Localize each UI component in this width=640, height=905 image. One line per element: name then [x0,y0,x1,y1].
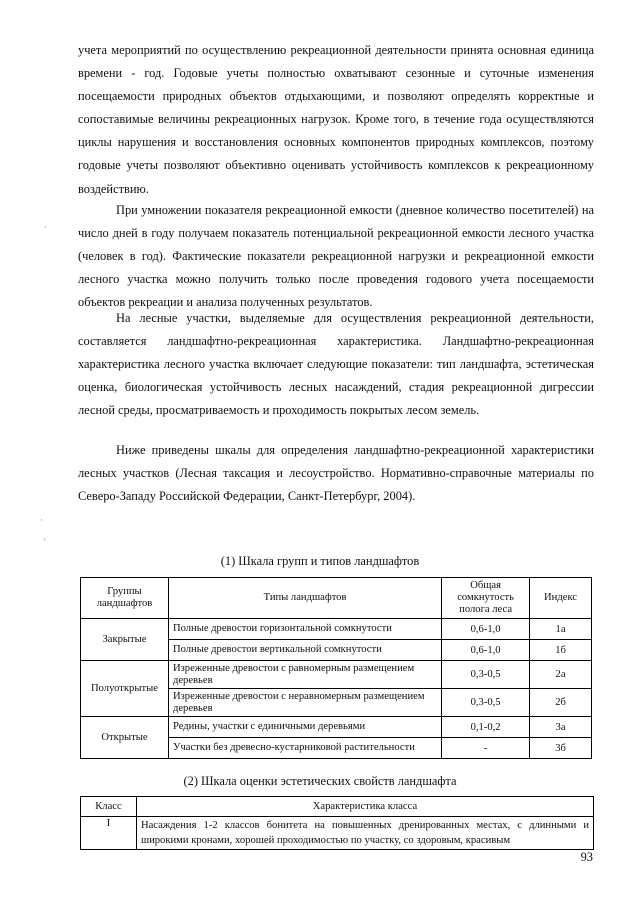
index-cell: 3а [530,717,592,738]
closure-cell: 0,6-1,0 [442,640,530,661]
closure-cell: 0,3-0,5 [442,689,530,717]
table-row [81,817,594,850]
index-cell: 1б [530,640,592,661]
class-cell: I [81,817,137,850]
type-cell: Изреженные древостои с неравномерным размещением деревьев [168,689,441,717]
type-cell: Редины, участки с единичными деревьями [168,717,441,738]
landscape-groups-table [80,577,592,759]
table-row [81,661,592,689]
table-row [81,619,592,640]
type-cell: Участки без древесно-кустарниковой растительности [168,738,441,759]
table-header-row [81,578,592,619]
index-cell: 3б [530,738,592,759]
paragraph-2: При умножении показателя рекреационной емкости (дневное количество посетителей) на число дней в году получаем показатель потенциальной рекреационной емкости лесного участка (человек в год). Фактические показатели рекреационной нагрузки и рекреационной емкости лесного участка можно получить только после проведения годового учета посещаемости объектов рекреации и анализа полученных результатов. [78,203,594,310]
table-header-row [81,797,594,817]
table1-caption: (1) Шкала групп и типов ландшафтов [220,554,420,568]
index-cell: 1а [530,619,592,640]
index-cell: 2а [530,661,592,689]
type-cell: Изреженные древостои с равномерным размещением деревьев [168,661,441,689]
paragraph-3: На лесные участки, выделяемые для осуществления рекреационной деятельности, составляется ландшафтно-рекреационная характеристика. Ландшафтно-рекреационная характеристика лесного участка включает следующие показатели: тип ландшафта, эстетическая оценка, биологическая устойчивость лесных насаждений, стадия рекреационной дигрессии лесной среды, просматриваемость и проходимость покрытых лесом земель. [78,311,594,418]
closure-cell: 0,1-0,2 [442,717,530,738]
table-header-cell: Индекс [530,578,592,619]
page-number: 93 [580,850,593,864]
type-cell: Полные древостои вертикальной сомкнутости [168,640,441,661]
index-cell: 2б [530,689,592,717]
closure-cell: 0,6-1,0 [442,619,530,640]
group-cell: Открытые [81,717,169,759]
type-cell: Полные древостои горизонтальной сомкнутости [168,619,441,640]
table-header-cell: Класс [81,797,137,817]
closure-cell: 0,3-0,5 [442,661,530,689]
class-description-cell: Насаждения 1-2 классов бонитета на повышенных дренированных местах, с длинными и широкими кронами, хорошей проходимостью по участку, со здоровым, красивым [136,817,593,850]
table-header-cell: Общая сомкнутость полога леса [442,578,530,619]
group-cell: Полуоткрытые [81,661,169,717]
scan-mark: · [40,515,43,525]
paragraph-1: учета мероприятий по осуществлению рекреационной деятельности принята основная единица времени - год. Годовые учеты полностью охватывают сезонные и суточные изменения посещаемости природных объектов отдыхающими, и позволяют определять корректные и сопоставимые величины рекреационных нагрузок. Кроме того, в течение года осуществляются циклы нарушения и восстановления основных компонентов природных комплексов, поэтому годовые учеты позволяют объективно оценивать устойчивость комплексов к рекреационному воздействию. [78,43,594,196]
table2-caption: (2) Шкала оценки эстетических свойств ландшафта [183,774,457,788]
group-cell: Закрытые [81,619,169,661]
scan-mark: ' [44,537,46,547]
table-header-cell: Характеристика класса [136,797,593,817]
table-header-cell: Группы ландшафтов [81,578,169,619]
closure-cell: - [442,738,530,759]
paragraph-4: Ниже приведены шкалы для определения ландшафтно-рекреационной характеристики лесных участков (Лесная таксация и лесоустройство. Нормативно-справочные материалы по Северо-Западу Российской Федерации, Санкт-Петербург, 2004). [78,443,594,504]
table-row [81,717,592,738]
aesthetic-scale-table [80,796,594,850]
scan-mark: · [44,222,47,232]
table-header-cell: Типы ландшафтов [168,578,441,619]
